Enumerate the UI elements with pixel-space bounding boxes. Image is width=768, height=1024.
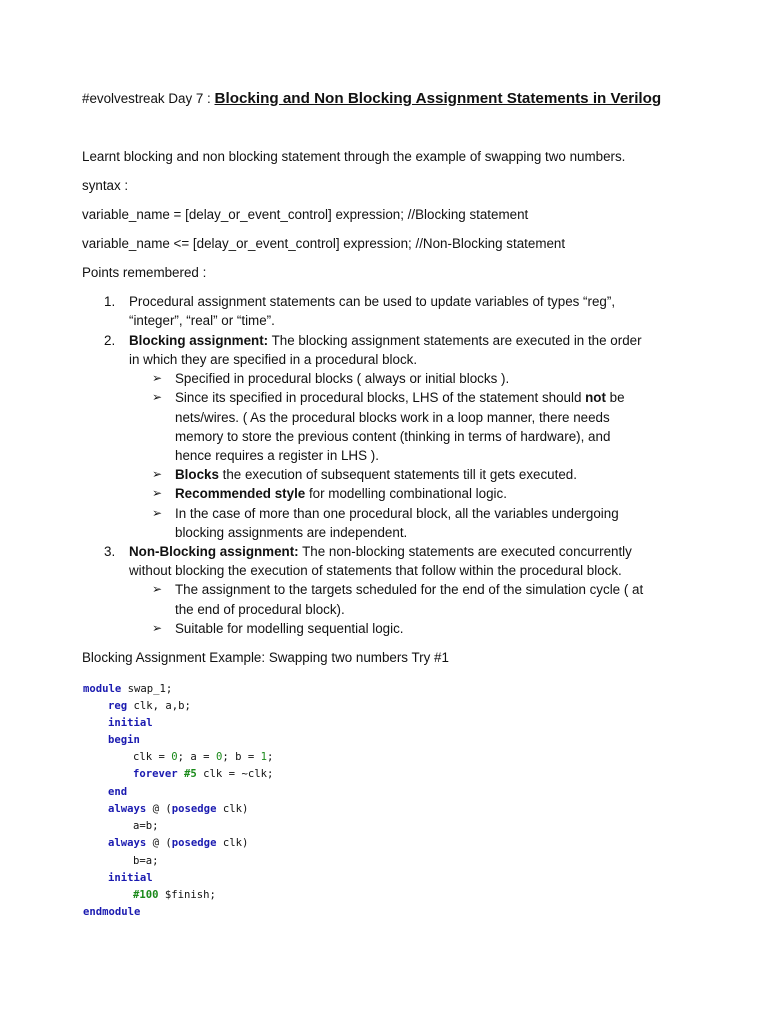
term-bold: Blocking assignment: xyxy=(129,333,269,348)
list-number: 1. xyxy=(104,294,116,309)
list-item-text: in which they are specified in a procedural block. xyxy=(129,352,418,367)
syntax-blocking: variable_name = [delay_or_event_control] expression; //Blocking statement xyxy=(82,207,529,222)
list-item-text: Procedural assignment statements can be used to update variables of types “reg”, xyxy=(129,294,616,309)
term-bold: Non-Blocking assignment: xyxy=(129,544,299,559)
code-line xyxy=(133,751,273,763)
keyword: module xyxy=(83,683,122,695)
arrowhead-bullet-icon: ➢ xyxy=(152,390,163,404)
code-line xyxy=(108,786,127,798)
bullet-text-part: be xyxy=(605,390,625,405)
keyword: posedge xyxy=(171,837,217,849)
code-line xyxy=(108,837,248,849)
arrowhead-bullet-icon: ➢ xyxy=(152,371,163,385)
code-line xyxy=(108,872,153,884)
code-text: $finish; xyxy=(158,889,216,901)
code-line xyxy=(83,906,140,918)
keyword: endmodule xyxy=(83,906,141,918)
keyword: reg xyxy=(108,700,128,712)
literal: 1 xyxy=(260,751,268,763)
code-line xyxy=(133,889,216,901)
bullet-text: memory to store the previous content (thinking in terms of hardware), and xyxy=(175,429,611,444)
keyword: always xyxy=(108,803,147,815)
bullet-text: hence requires a register in LHS ). xyxy=(175,448,379,463)
list-number: 3. xyxy=(104,544,116,559)
title-main: Blocking and Non Blocking Assignment Statements in Verilog xyxy=(214,90,662,107)
bullet-text: The assignment to the targets scheduled for the end of the simulation cycle ( at xyxy=(175,582,644,597)
code-line xyxy=(133,768,273,780)
keyword: posedge xyxy=(171,803,217,815)
delay: #100 xyxy=(133,889,159,901)
term-desc: The blocking assignment statements are executed in the order xyxy=(268,333,642,348)
bullet-text xyxy=(175,486,507,501)
bullet-text xyxy=(175,390,625,405)
bullet-text-bold: not xyxy=(585,390,606,405)
syntax-nonblocking: variable_name <= [delay_or_event_control] expression; //Non-Blocking statement xyxy=(82,236,566,251)
bullet-text: nets/wires. ( As the procedural blocks work in a loop manner, there needs xyxy=(175,410,610,425)
bullet-text-part: for modelling combinational logic. xyxy=(305,486,507,501)
bullet-text-part: Since its specified in procedural blocks, LHS of the statement should xyxy=(175,390,586,405)
code-line xyxy=(133,855,159,867)
list-item-text: without blocking the execution of statements that follow within the procedural block. xyxy=(129,563,622,578)
points-label: Points remembered : xyxy=(82,265,207,280)
delay: #5 xyxy=(177,768,197,780)
code-line xyxy=(133,820,159,832)
code-text: clk) xyxy=(216,803,249,815)
code-text: b=a; xyxy=(133,855,159,867)
arrowhead-bullet-icon: ➢ xyxy=(152,621,163,635)
keyword: initial xyxy=(108,717,153,729)
code-text: @ ( xyxy=(146,803,172,815)
code-line xyxy=(108,734,140,746)
keyword: always xyxy=(108,837,147,849)
bullet-text-part: the execution of subsequent statements till it gets executed. xyxy=(218,467,577,482)
list-item-text xyxy=(129,544,632,559)
code-text: ; xyxy=(267,751,274,763)
arrowhead-bullet-icon: ➢ xyxy=(152,582,163,596)
term-desc: The non-blocking statements are executed concurrently xyxy=(298,544,632,559)
list-item-text xyxy=(129,333,642,348)
document-title xyxy=(82,90,661,107)
literal: 0 xyxy=(171,751,178,763)
code-text: clk = xyxy=(133,751,172,763)
code-line xyxy=(83,683,172,695)
literal: 0 xyxy=(215,751,223,763)
code-text: ; a = xyxy=(177,751,216,763)
title-prefix: #evolvestreak Day 7 : xyxy=(82,91,211,106)
keyword: forever xyxy=(133,768,178,780)
code-text: a=b; xyxy=(133,820,159,832)
bullet-text-bold: Recommended style xyxy=(175,486,306,501)
bullet-text: blocking assignments are independent. xyxy=(175,525,408,540)
arrowhead-bullet-icon: ➢ xyxy=(152,486,163,500)
code-text: swap_1; xyxy=(121,683,173,695)
keyword: initial xyxy=(108,872,153,884)
bullet-text: Specified in procedural blocks ( always or initial blocks ). xyxy=(175,371,510,386)
code-line xyxy=(108,803,248,815)
bullet-text: In the case of more than one procedural block, all the variables undergoing xyxy=(175,506,619,521)
bullet-text: the end of procedural block). xyxy=(175,602,345,617)
intro-text: Learnt blocking and non blocking statement through the example of swapping two numbers. xyxy=(82,149,626,164)
keyword: end xyxy=(108,786,128,798)
code-line xyxy=(108,700,191,712)
keyword: begin xyxy=(108,734,140,746)
code-text: clk = ~clk; xyxy=(196,768,274,780)
list-number: 2. xyxy=(104,333,116,348)
bullet-text: Suitable for modelling sequential logic. xyxy=(175,621,404,636)
syntax-label: syntax : xyxy=(82,178,129,193)
code-text: ; b = xyxy=(222,751,261,763)
example-heading: Blocking Assignment Example: Swapping two numbers Try #1 xyxy=(82,650,449,665)
bullet-text xyxy=(175,467,577,482)
code-line xyxy=(108,717,153,729)
code-text: clk, a,b; xyxy=(127,700,191,712)
arrowhead-bullet-icon: ➢ xyxy=(152,467,163,481)
bullet-text-bold: Blocks xyxy=(175,467,219,482)
code-text: clk) xyxy=(216,837,249,849)
code-text: @ ( xyxy=(146,837,172,849)
list-item-text: “integer”, “real” or “time”. xyxy=(129,313,275,328)
arrowhead-bullet-icon: ➢ xyxy=(152,506,163,520)
